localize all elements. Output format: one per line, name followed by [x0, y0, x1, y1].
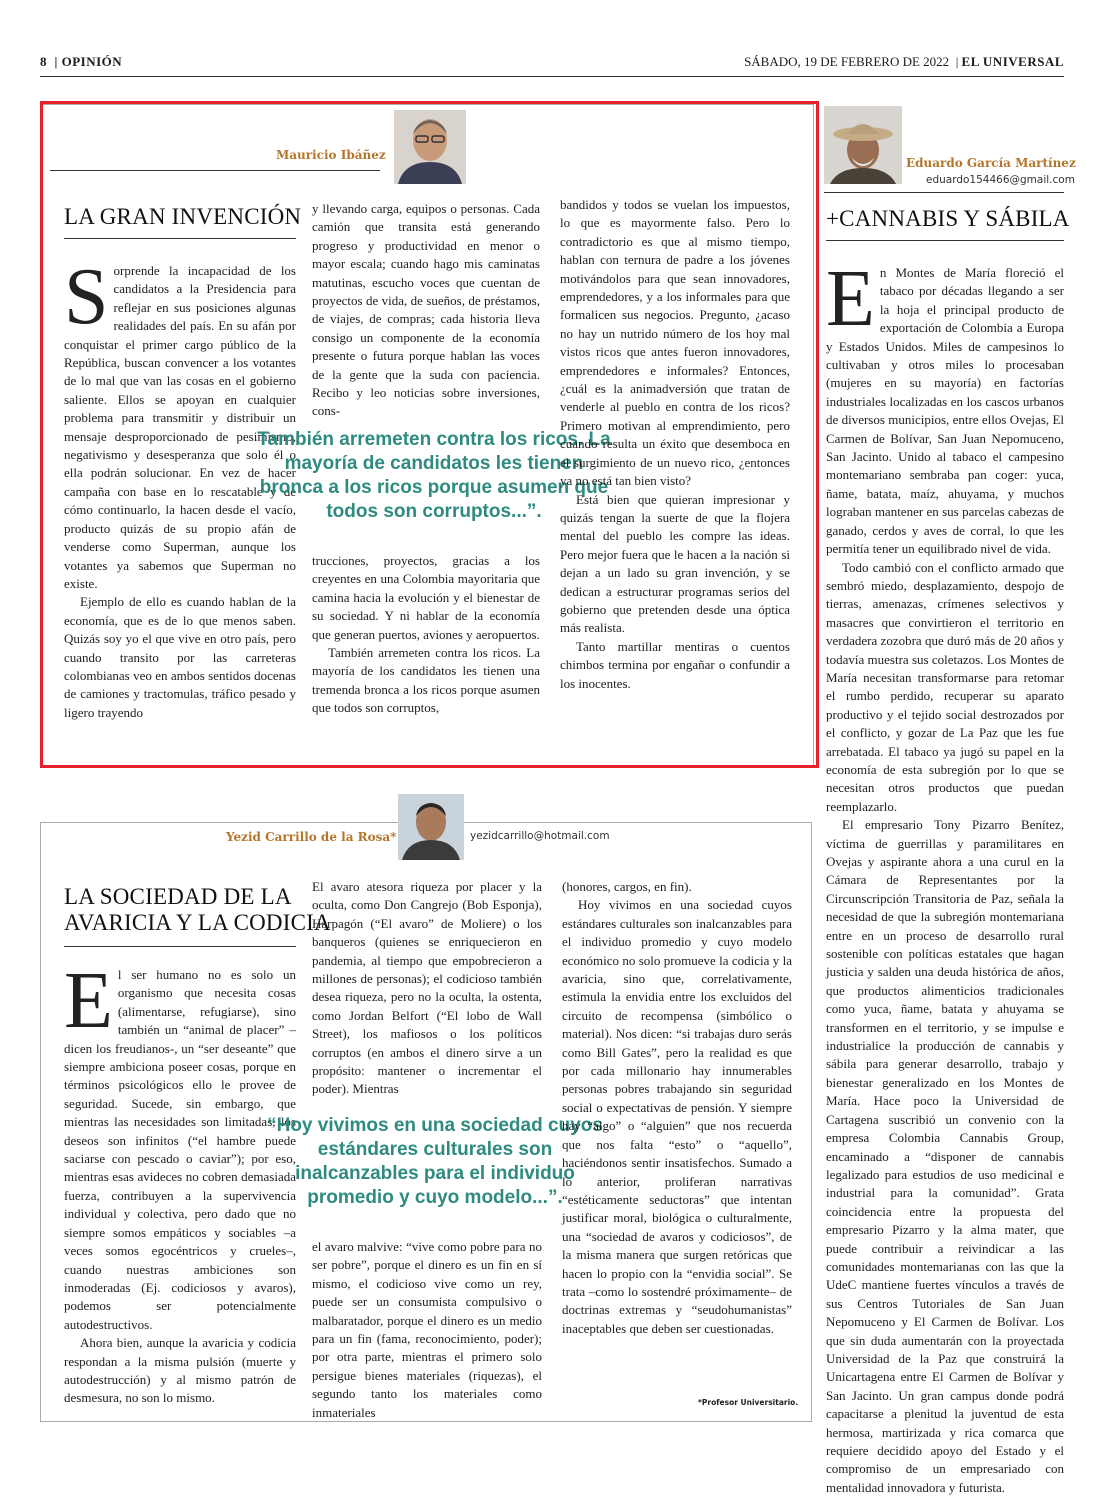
author-email: eduardo154466@gmail.com: [926, 174, 1075, 186]
headline-rule: [826, 240, 1064, 241]
paragraph: el avaro malvive: “vive como pobre para no ser pobre”, porque el dinero es un fin en sí mismo, el codicioso vive como un rey, puede ser un consumista compulsivo o malbaratador, porque el dinero es un medio para un fin (fama, reconocimiento, poder); por otra parte, mientras el primero solo persigue bienes materiales (riquezas), el segundo tanto los materiales como inmateriales: [312, 1239, 542, 1420]
paragraph: n Montes de María floreció el tabaco por décadas llegando a ser la hoja el principal producto de exportación de Colombia a Europa y Estados Unidos. Miles de campesinos lo cultivaban y otros miles lo procesaban (mujeres en su mayoría) en factorías industriales localizadas en los cascos urbanos de diversos municipios, entre ellos Ovejas, El Carmen de Bolívar, San Juan Nepomuceno, San Jacinto. Unido al tabaco el campesino montemariano sembraba pan coger: yuca, ñame, batata, maíz, ahuyama, y muchos lograban mantener en sus parcelas cabezas de ganado, cerdos y aves de corral, lo que les permitía tener un equilibrado nivel de vida.: [826, 265, 1064, 557]
author-photo-eduardo: [824, 106, 902, 184]
portrait-icon: [824, 106, 902, 184]
issue-date: SÁBADO, 19 DE FEBRERO DE 2022: [744, 54, 950, 69]
article1-column-2-bottom: [312, 552, 540, 732]
article1-column-3: [560, 196, 790, 736]
paragraph: Hoy vivimos en una sociedad cuyos estándares culturales son inalcanzables para el individuo promedio y cuyo modelo económico no solo promueve la codicia y la avaricia, sino que, correlativamente, estimula la envidia entre los excluidos del circuito de recompensa (simbólico o material). Nos dicen: “si trabajas duro serás como Bill Gates”, pero la realidad es que por cada millonario hay innumerables personas pobres trabajando sin seguridad social o expectativas de pensión. Y siempre hay “algo” o “alguien” que nos recuerda que nos falta “esto” o “aquello”, haciéndonos sentir insatisfechos. Sumado a lo anterior, proliferan narrativas “estéticamente seductoras” que intentan justificar moral, biológica o culturalmente, una “sociedad de avaros y codiciosos”, de la misma manera que surgen retóricas que hacen lo propio con la “envidia social”. Se trata –como lo sostendré próximamente– de doctrinas extremas y “seudohumanistas” inaceptables que deben ser cuestionadas.: [562, 897, 792, 1336]
author-byline: Eduardo García Martínez: [906, 156, 1076, 170]
paragraph: bandidos y todos se vuelan los impuestos, lo que es mayormente falso. Pero lo contradictorio es que al mismo tiempo, hablan con ternura de padre a los jóvenes motivándolos para que sean innovadores, emprendedores, y a los informales para que formalicen sus negocios. Pregunto, ¿acaso no hay un nutrido número de los hoy mal vistos ricos que antes fueron innovadores, emprendedores e informales? Entonces, ¿cuál es la animadversión que tratan de venderle al pueblo en contra de los ricos? Primero motivan al emprendimiento, pero cuando resulta un éxito que desemboca en el surgimiento de un nuevo rico, ¿entonces ya no está tan bien visto?: [560, 197, 790, 489]
headline-rule: [64, 946, 296, 947]
article2-column-1: [64, 957, 296, 1416]
pull-quote: También arremeten contra los ricos. La mayoría de candidatos les tienen bronca a los ricos porque asumen que todos son corruptos...”.: [257, 429, 611, 522]
headline: LA GRAN INVENCIÓN: [64, 204, 302, 229]
author-byline: Mauricio Ibáñez: [276, 148, 386, 162]
dropcap: E: [826, 255, 875, 343]
paragraph: Todo cambió con el conflicto armado que sembró miedo, desplazamiento, despojo de tierras, amenazas, crímenes selectivos y masacres que convirtieron el territorio en verdadera zozobra que duró más de 20 años y todavía muestra sus coletazos. Los Montes de María necesitan transformarse para retomar el rumbo perdido, recuperar su aparato productivo y el tejido social destrozados por el conflicto, y gozar de La Paz que les fue arrebatada. El tabaco ya jugó su papel en la economía de esta subregión por lo que se necesitan otros productos que puedan reemplazarlo.: [826, 559, 1064, 814]
author-email: yezidcarrillo@hotmail.com: [470, 830, 610, 842]
section-label: 8 | OPINIÓN: [40, 54, 123, 69]
footnote: *Profesor Universitario.: [698, 1398, 799, 1407]
headline-rule: [64, 238, 296, 239]
paragraph: Está bien que quieran impresionar y quizás tengan la suerte de que la flojera mental del pueblo les compre las ideas. Pero mejor fuera que le hacen a la nación si dejan a un lado su gran invención, y se dedican a estructurar programas serios del gobierno que pretenden desde una óptica más realista.: [560, 491, 790, 636]
header-rule: [50, 170, 380, 171]
page-number: 8: [40, 54, 47, 69]
paragraph: Tanto martillar mentiras o cuentos chimbos termina por engañar o confundir a los inocentes.: [560, 638, 790, 691]
article2-column-3: [562, 878, 792, 1396]
article1-column-2-top: [312, 200, 540, 419]
paragraph: l ser humano no es solo un organismo que necesita cosas (alimentarse, refugiarse), sino también un “animal de placer” –dicen los freudianos-, un “ser deseante” que siempre ambiciona poseer cosas, porque en términos psicológicos ello le provee de seguridad. Sucede, sin embargo, que mientras las necesidades son limitadas, los deseos son infinitos (“el hambre puede saciarse con pescado o caviar”); por eso, mientras esas avideces no cobren demasiada fuerza, contribuyen a la supervivencia individual y colectiva, pero dado que no siempre somos empáticos y sociables –a veces somos egocéntricos y crueles–, cuando nuestras ambiciones son inmoderadas (Ej. codiciosos y avaros), podemos ser potencialmente autodestructivos.: [64, 967, 296, 1332]
headline: +CANNABIS Y SÁBILA: [826, 206, 1070, 231]
paragraph: trucciones, proyectos, gracias a los creyentes en una Colombia mayoritaria que camina hacia la evolución y el bienestar de su sociedad. Y ni hablar de la economía que generan puertos, aviones y aeropuertos.: [312, 553, 540, 642]
article3-column: [826, 255, 1064, 1495]
paragraph: El empresario Tony Pizarro Benítez, víctima de guerrillas y paramilitares en Ovejas y aspirante ahora a una curul en la Cámara de Representantes por la Circunscripción Transitoria de Paz, señala la necesidad de que la subregión montemariana entre en un proceso de desarrollo rural sostenible con políticas estatales que hagan justicia y salden una deuda histórica de años, que productos alimenticios tradicionales como yuca, ñame, batata y ahuyama se transformen en el territorio, y se impulse e industrialice la producción de cannabis y sábila para generar desarrollo, trabajo y bienestar generalizado en los Montes de María. Hace poco la Universidad de Cartagena suscribió un convenio con la empresa Colombia Cannabis Group, encaminado a “disponer de cannabis legalizado para estudios de uso medicinal e industrial para la comunidad”. Grata coincidencia entre la propuesta del empresario Pizarro y la alma mater, que puede contribuir a reivindicar a las comunidades montemarianas con las que la UdeC mantiene fuertes vínculos a través de sus Centros Tutoriales de San Juan Nepomuceno y El Carmen de Bolívar. Los que sin duda aumentarán con la proyectada Universidad de la Paz que construirá la Unicartagena entre El Carmen de Bolívar y San Jacinto. Un gran campus donde podrá capacitarse a plenitud la juventud de esta hermosa, martirizada y rica comarca que requiere decidido apoyo del Estado y el compromiso de un empresariado con mentalidad innovadora y futurista.: [826, 817, 1064, 1495]
paragraph: También arremeten contra los ricos. La mayoría de los candidatos les tienen una tremenda bronca a los ricos porque asumen que todos son corruptos,: [312, 645, 540, 716]
dropcap: E: [64, 957, 113, 1045]
paper-name: EL UNIVERSAL: [961, 54, 1064, 69]
headline-line-2: AVARICIA Y LA CODICIA: [64, 910, 331, 935]
author-photo-yezid: [398, 794, 464, 860]
paragraph: y llevando carga, equipos o personas. Cada camión que transita está generando progreso y productividad en menor o mayor escala; cuando hago mis caminatas matutinas, escucho voces que cuentan de proyectos de vida, de sueños, de préstamos, de viajes, de compras; cada historia lleva consigo un componente de la economía presente o futura porque hablan las voces de la gente que la suda con paciencia. Recibo y leo noticias sobre inversiones, cons-: [312, 201, 540, 419]
paragraph: El avaro atesora riqueza por placer y la oculta, como Don Cangrejo (Bob Esponja), Harpagón (“El avaro” de Moliere) o los banqueros (quienes se enriquecieron en pandemia, al tiempo que empobrecieron a millones de personas); el codicioso también desea riqueza, pero no la oculta, la ostenta, como Jordan Belfort (“El lobo de Wall Street), los mafiosos o los políticos corruptos (en ambos el dinero sirve a un propósito: mantener o incrementar el poder). Mientras: [312, 879, 542, 1097]
headline-line-1: LA SOCIEDAD DE LA: [64, 884, 292, 909]
portrait-icon: [394, 110, 466, 184]
author-byline: Yezid Carrillo de la Rosa*: [226, 830, 397, 844]
paragraph: Ahora bien, aunque la avaricia y codicia respondan a la misma pulsión (muerte y autodestrucción) y al mismo patrón de desmesura, no son lo mismo.: [64, 1335, 296, 1406]
section-name: OPINIÓN: [61, 54, 123, 69]
date-line: SÁBADO, 19 DE FEBRERO DE 2022 | EL UNIVERSAL: [744, 54, 1064, 69]
paragraph: (honores, cargos, en fin).: [562, 879, 692, 894]
dropcap: S: [64, 253, 109, 341]
pull-quote: “Hoy vivimos en una sociedad cuyos estándares culturales son inalcanzables para el individuo promedio y cuyo modelo...”.: [267, 1115, 603, 1208]
paragraph: Ejemplo de ello es cuando hablan de la economía, que es de lo que menos saben. Quizás soy yo el que vive en otro país, pero cuando transito por las carreteras colombianas veo en ambos sentidos docenas de camiones y tractomulas, tráfico pesado y ligero trayendo: [64, 594, 296, 720]
masthead: [40, 52, 1064, 77]
paragraph: orprende la incapacidad de los candidatos a la Presidencia para reflejar en sus posiciones algunas realidades del país. En su afán por conquistar el primer cargo público de la República, buscan convencer a los votantes de lo mal que van las cosas en el gobierno saliente. Ellos se apoyan en cualquier problema para transmitir y distribuir un mensaje desproporcionado de pesimismo, negativismo y desesperanza que solo él o ella podrán solucionar. En vez de hacer campaña con base en lo rescatable y de cómo continuarlo, la hacen desde el vacío, producto quizás de su propio afán de venderse como Superman, aunque los votantes ya sabemos que Superman no existe.: [64, 263, 296, 591]
article2-column-2-bottom: [312, 1238, 542, 1420]
portrait-icon: [398, 794, 464, 860]
article2-column-2-top: [312, 878, 542, 1097]
author-photo-mauricio: [394, 110, 466, 184]
header-rule: [824, 192, 1064, 193]
headline: [64, 884, 331, 936]
